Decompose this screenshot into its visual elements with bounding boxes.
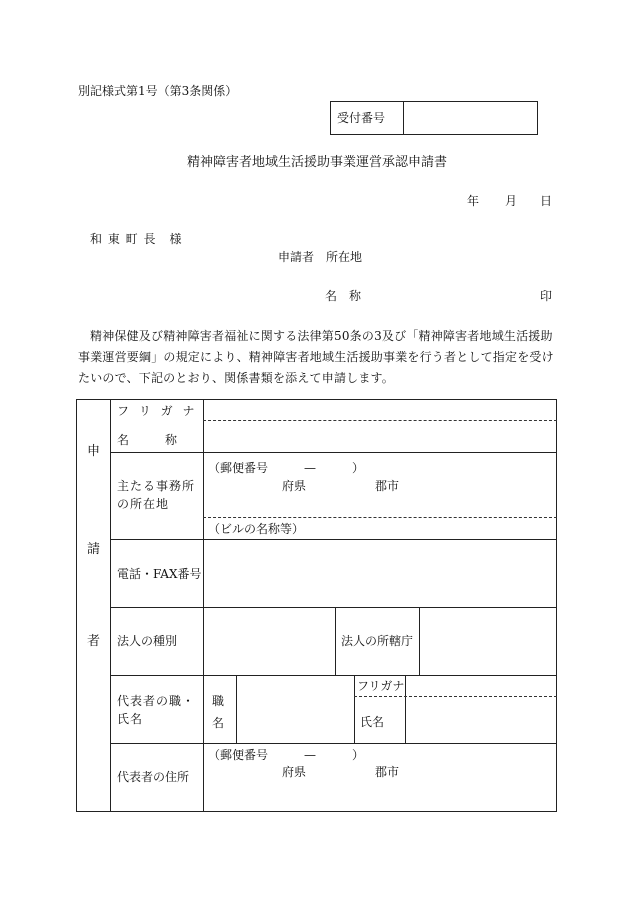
name-field[interactable] bbox=[205, 422, 555, 450]
rep-address-field[interactable] bbox=[205, 782, 555, 810]
office-postal-label: （郵便番号 — ） bbox=[208, 461, 365, 475]
office-divider bbox=[203, 517, 557, 518]
rep-divider-1 bbox=[236, 675, 237, 743]
row-divider-4 bbox=[110, 675, 557, 676]
rep-postal-label: （郵便番号 — ） bbox=[208, 748, 365, 762]
rep-divider-3 bbox=[405, 675, 406, 743]
form-number: 別記様式第1号（第3条関係） bbox=[78, 84, 238, 98]
side-char-2: 請 bbox=[87, 542, 101, 557]
corp-type-field[interactable] bbox=[205, 609, 333, 673]
building-label: （ビルの名称等） bbox=[208, 522, 305, 536]
rep-address-label: 代表者の住所 bbox=[117, 770, 190, 784]
rep-furigana-field[interactable] bbox=[407, 677, 555, 695]
corp-divider-2 bbox=[419, 607, 420, 675]
phone-label: 電話・FAX番号 bbox=[117, 567, 202, 581]
office-prefecture: 府県 bbox=[282, 479, 307, 493]
corp-divider-1 bbox=[335, 607, 336, 675]
side-column-divider bbox=[110, 399, 111, 812]
body-paragraph: 精神保健及び精神障害者福祉に関する法律第50条の3及び「精神障害者地域生活援助事業運営要綱」の規定により、精神障害者地域生活援助事業を行う者として指定を受けたいので、下記のとおり、関係書類を添えて申請します。 bbox=[78, 329, 554, 385]
rep-county: 郡市 bbox=[375, 765, 400, 779]
furigana-divider bbox=[203, 420, 557, 421]
addressee: 和 東 町 長 様 bbox=[90, 232, 183, 246]
label-column-divider bbox=[203, 399, 204, 812]
date-year: 年 bbox=[467, 194, 480, 208]
rep-furigana-divider bbox=[354, 696, 557, 697]
side-char-3: 者 bbox=[87, 634, 101, 649]
reception-divider bbox=[403, 101, 404, 135]
side-char-1: 申 bbox=[87, 444, 101, 459]
office-county: 郡市 bbox=[375, 479, 400, 493]
page-title: 精神障害者地域生活援助事業運営承認申請書 bbox=[187, 155, 448, 170]
position-label: 職名 bbox=[212, 694, 225, 730]
applicant-address-label: 申請者 所在地 bbox=[278, 250, 363, 264]
seal-mark: 印 bbox=[540, 289, 553, 303]
corp-office-label: 法人の所轄庁 bbox=[341, 634, 414, 648]
rep-name-label: 氏名 bbox=[360, 715, 385, 729]
rep-divider-2 bbox=[354, 675, 355, 743]
furigana-label: フ リ ガ ナ bbox=[117, 404, 198, 418]
row-divider-3 bbox=[110, 607, 557, 608]
row-divider-1 bbox=[110, 452, 557, 453]
reception-number-label: 受付番号 bbox=[337, 111, 386, 125]
position-field[interactable] bbox=[238, 677, 352, 741]
phone-field[interactable] bbox=[205, 541, 555, 605]
date-day: 日 bbox=[540, 194, 553, 208]
reception-number-field[interactable] bbox=[405, 103, 536, 133]
name-label: 名 称 bbox=[117, 433, 178, 447]
corp-type-label: 法人の種別 bbox=[117, 634, 178, 648]
date-month: 月 bbox=[505, 194, 518, 208]
rep-furigana-label: フリガナ bbox=[357, 679, 405, 693]
rep-label: 代表者の職・氏名 bbox=[117, 694, 196, 726]
rep-prefecture: 府県 bbox=[282, 765, 307, 779]
office-label: 主たる事務所の所在地 bbox=[117, 479, 196, 511]
furigana-field[interactable] bbox=[205, 401, 555, 419]
applicant-name-label: 名 称 bbox=[325, 289, 362, 303]
row-divider-5 bbox=[110, 743, 557, 744]
corp-office-field[interactable] bbox=[421, 609, 555, 673]
row-divider-2 bbox=[110, 539, 557, 540]
office-address-field[interactable] bbox=[205, 495, 555, 515]
rep-name-field[interactable] bbox=[407, 698, 555, 741]
